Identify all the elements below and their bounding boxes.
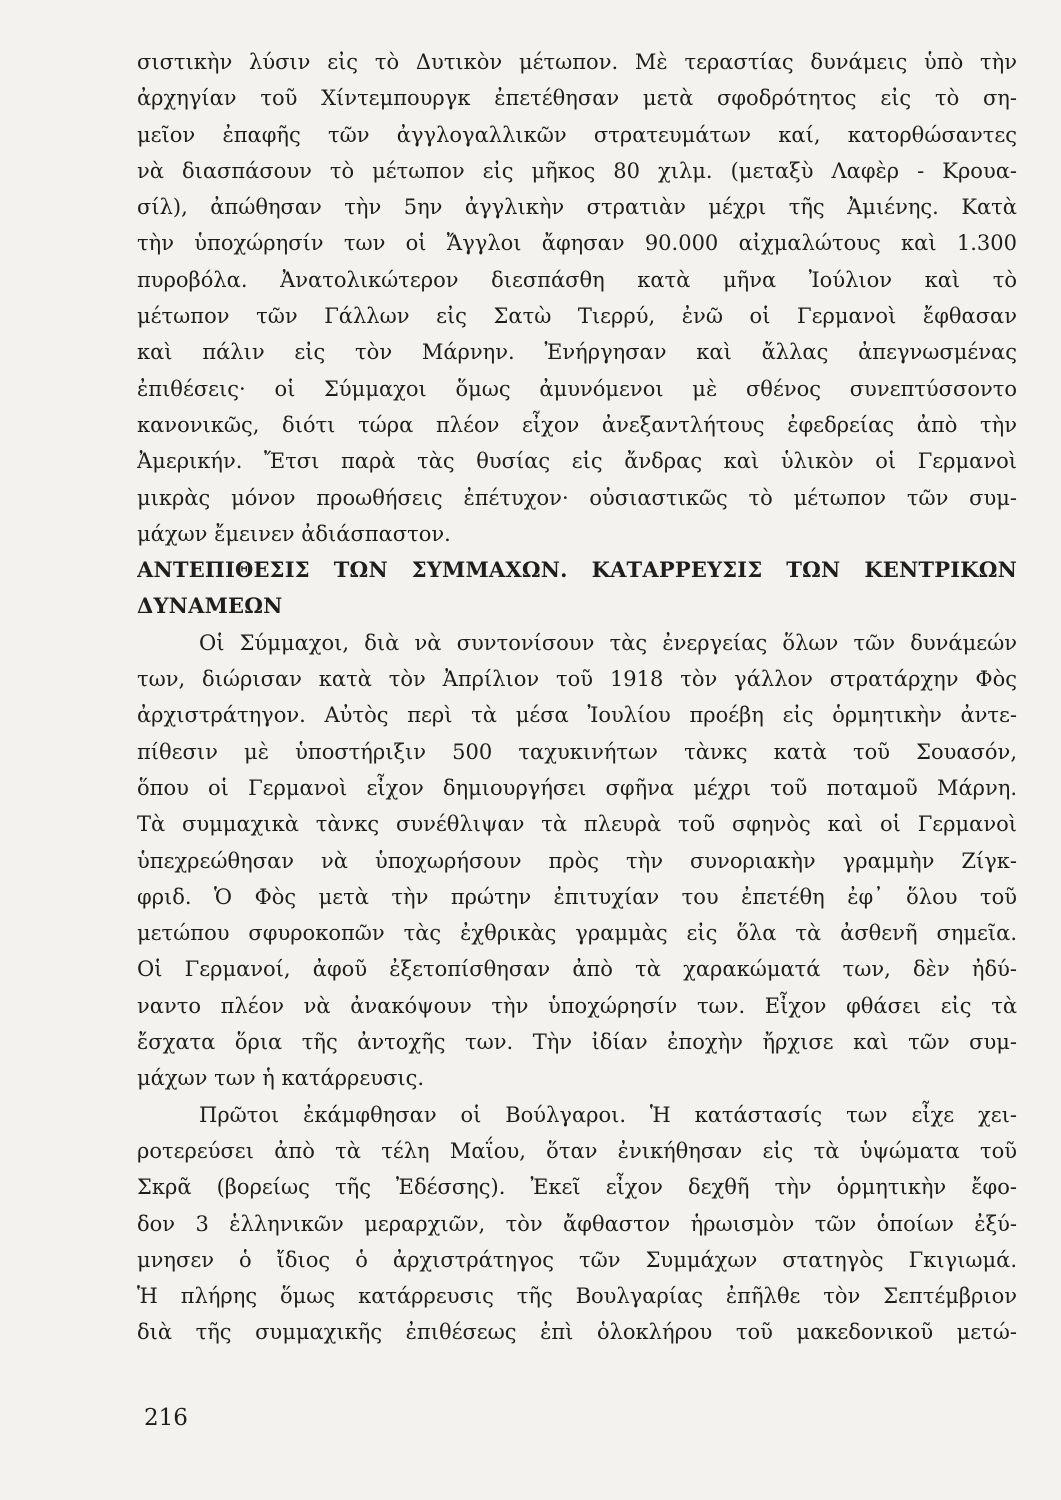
text-line: δον 3 ἑλληνικῶν μεραρχιῶν, τὸν ἄφθαστον ἡρωισμὸν τῶν ὁποίων ἐξύ- (137, 1211, 1017, 1236)
text-line: μεῖον ἐπαφῆς τῶν ἀγγλογαλλικῶν στρατευμάτων καί, κατορθώσαντες (137, 122, 1017, 147)
text-line: τὴν ὑποχώρησίν των οἱ Ἄγγλοι ἄφησαν 90.000 αἰχμαλώτους καὶ 1.300 (137, 231, 1017, 256)
text-line: Οἱ Γερμανοί, ἀφοῦ ἐξετοπίσθησαν ἀπὸ τὰ χαρακώματά των, δὲν ἠδύ- (137, 957, 1017, 982)
text-line: μετώπου σφυροκοπῶν τὰς ἐχθρικὰς γραμμὰς εἰς ὅλα τὰ ἀσθενῆ σημεῖα. (137, 921, 1017, 946)
text-line: Ἡ πλήρης ὅμως κατάρρευσις τῆς Βουλγαρίας ἐπῆλθε τὸν Σεπτέμβριον (137, 1284, 1017, 1309)
text-line: Ἀμερικήν. Ἔτσι παρὰ τὰς θυσίας εἰς ἄνδρας καὶ ὑλικὸν οἱ Γερμανοὶ (137, 449, 1017, 474)
text-line: πίθεσιν μὲ ὑποστήριξιν 500 ταχυκινήτων τὰνκς κατὰ τοῦ Σουασόν, (137, 739, 1017, 764)
text-line: μνησεν ὁ ἴδιος ὁ ἀρχιστράτηγος τῶν Συμμάχων στατηγὸς Γκιγιωμά. (137, 1247, 1017, 1272)
text-line: ὅπου οἱ Γερμανοὶ εἶχον δημιουργήσει σφῆνα μέχρι τοῦ ποταμοῦ Μάρνη. (137, 775, 1017, 800)
text-line: κανονικῶς, διότι τώρα πλέον εἶχον ἀνεξαντλήτους ἐφεδρείας ἀπὸ τὴν (137, 412, 1017, 437)
paragraph-2 (137, 625, 1017, 1097)
text-line: ἐπιθέσεις· οἱ Σύμμαχοι ὅμως ἀμυνόμενοι μὲ σθένος συνεπτύσσοντο (137, 376, 1017, 401)
text-line: φριδ. Ὁ Φὸς μετὰ τὴν πρώτην ἐπιτυχίαν του ἐπετέθη ἐφ᾽ ὅλου τοῦ (137, 884, 1017, 909)
text-line: μάχων ἔμεινεν ἀδιάσπαστον. (137, 521, 451, 546)
paragraph-continued (137, 44, 1017, 552)
text-line: Σκρᾶ (βορείως τῆς Ἐδέσσης). Ἐκεῖ εἶχον δεχθῆ τὴν ὁρμητικὴν ἔφο- (137, 1175, 1017, 1200)
text-line: μικρὰς μόνον προωθήσεις ἐπέτυχον· οὐσιαστικῶς τὸ μέτωπον τῶν συμ- (137, 485, 1017, 510)
text-line: ναντο πλέον νὰ ἀνακόψουν τὴν ὑποχώρησίν των. Εἶχον φθάσει εἰς τὰ (137, 993, 1017, 1018)
text-line: Πρῶτοι ἐκάμφθησαν οἱ Βούλγαροι. Ἡ κατάστασίς των εἶχε χει- (199, 1102, 1017, 1127)
text-line: Τὰ συμμαχικὰ τὰνκς συνέθλιψαν τὰ πλευρὰ τοῦ σφηνὸς καὶ οἱ Γερμανοὶ (137, 812, 1017, 837)
text-line: μάχων των ἡ κατάρρευσις. (137, 1066, 425, 1091)
text-line: ροτερεύσει ἀπὸ τὰ τέλη Μαΐου, ὅταν ἐνικήθησαν εἰς τὰ ὑψώματα τοῦ (137, 1138, 1017, 1163)
text-line: διὰ τῆς συμμαχικῆς ἐπιθέσεως ἐπὶ ὁλοκλήρου τοῦ μακεδονικοῦ μετώ- (137, 1320, 1017, 1345)
heading-line: ΔΥΝΑΜΕΩΝ (137, 593, 283, 619)
text-line: σίλ), ἀπώθησαν τὴν 5ην ἀγγλικὴν στρατιὰν μέχρι τῆς Ἀμιένης. Κατὰ (137, 195, 1017, 220)
page-text (137, 44, 1017, 1351)
section-heading (137, 552, 1017, 625)
paragraph-3 (137, 1097, 1017, 1351)
text-line: νὰ διασπάσουν τὸ μέτωπον εἰς μῆκος 80 χιλμ. (μεταξὺ Λαφὲρ - Κρουα- (137, 158, 1017, 183)
text-line: ὑπεχρεώθησαν νὰ ὑποχωρήσουν πρὸς τὴν συνοριακὴν γραμμὴν Ζίγκ- (137, 848, 1017, 873)
text-line: μέτωπον τῶν Γάλλων εἰς Σατὼ Τιερρύ, ἐνῶ οἱ Γερμανοὶ ἔφθασαν (137, 304, 1017, 329)
text-line: σιστικὴν λύσιν εἰς τὸ Δυτικὸν μέτωπον. Μὲ τεραστίας δυνάμεις ὑπὸ τὴν (137, 50, 1017, 74)
text-line: καὶ πάλιν εἰς τὸν Μάρνην. Ἐνήργησαν καὶ ἄλλας ἀπεγνωσμένας (137, 340, 1017, 365)
text-line: ἔσχατα ὅρια τῆς ἀντοχῆς των. Τὴν ἰδίαν ἐποχὴν ἤρχισε καὶ τῶν συμ- (137, 1030, 1017, 1055)
heading-line: ΑΝΤΕΠΙΘΕΣΙΣ ΤΩΝ ΣΥΜΜΑΧΩΝ. ΚΑΤΑΡΡΕΥΣΙΣ ΤΩΝ ΚΕΝΤΡΙΚΩΝ (137, 557, 1017, 583)
text-line: ἀρχιστράτηγον. Αὐτὸς περὶ τὰ μέσα Ἰουλίου προέβη εἰς ὁρμητικὴν ἀντε- (137, 703, 1017, 728)
text-line: ἀρχηγίαν τοῦ Χίντεμπουργκ ἐπετέθησαν μετὰ σφοδρότητος εἰς τὸ ση- (137, 86, 1017, 111)
page-number: 216 (144, 1405, 188, 1431)
text-line: Οἱ Σύμμαχοι, διὰ νὰ συντονίσουν τὰς ἐνεργείας ὅλων τῶν δυνάμεών (199, 630, 1017, 655)
text-line: πυροβόλα. Ἀνατολικώτερον διεσπάσθη κατὰ μῆνα Ἰούλιον καὶ τὸ (137, 267, 1017, 292)
text-line: των, διώρισαν κατὰ τὸν Ἀπρίλιον τοῦ 1918 τὸν γάλλον στρατάρχην Φὸς (137, 667, 1017, 692)
